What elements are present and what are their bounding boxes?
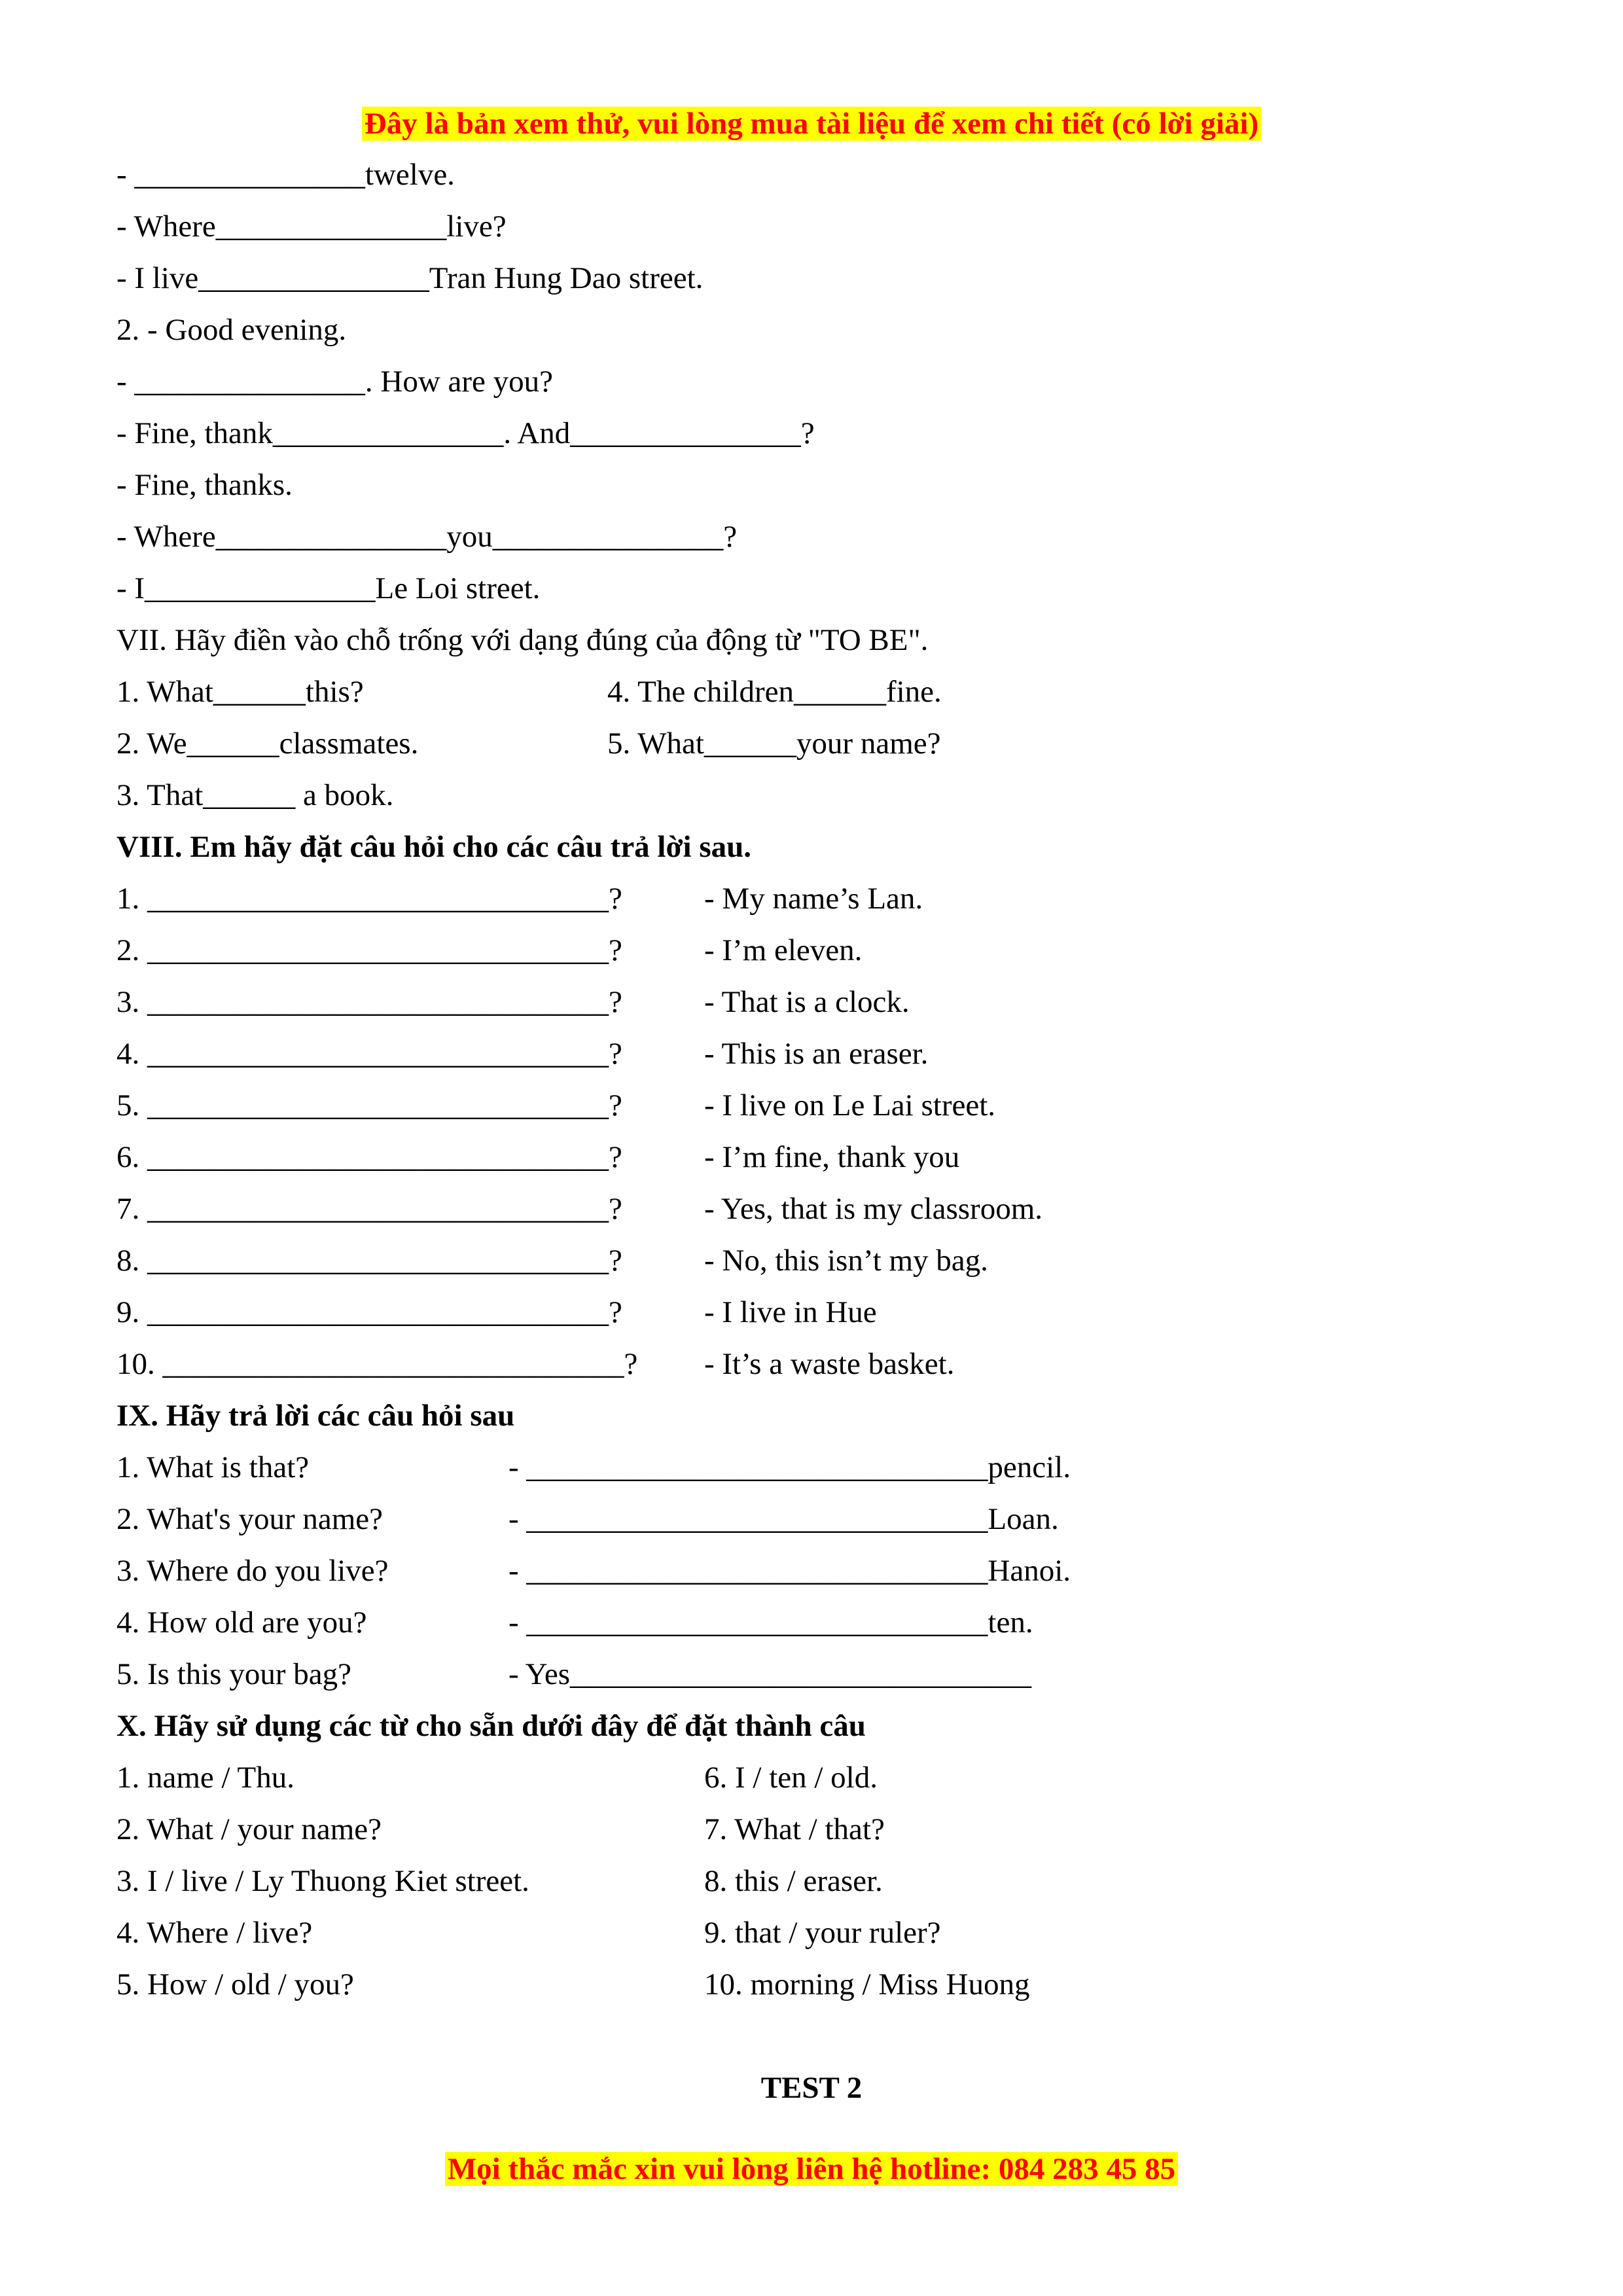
exercise-item: 1. What______this? — [116, 675, 364, 709]
dialogue-line: - I live_______________Tran Hung Dao street. — [116, 261, 704, 295]
exercise-item: 6. I / ten / old. — [704, 1761, 878, 1795]
test-heading: TEST 2 — [760, 2071, 863, 2105]
answer-text: - My name’s Lan. — [704, 882, 923, 916]
question-blank: 5. ______________________________? — [116, 1088, 622, 1122]
answer-text: - No, this isn’t my bag. — [704, 1244, 988, 1278]
preview-notice-text: Đây là bản xem thử, vui lòng mua tài liệu để xem chi tiết (có lời giải) — [362, 107, 1261, 141]
exercise-item: 2. What / your name? — [116, 1812, 382, 1846]
question-blank: 7. ______________________________? — [116, 1192, 622, 1226]
hotline-banner — [0, 2150, 1623, 2188]
exercise-item: 7. What / that? — [704, 1812, 885, 1846]
dialogue-line: - Fine, thanks. — [116, 468, 293, 502]
exercise-item: 3. I / live / Ly Thuong Kiet street. — [116, 1864, 529, 1898]
section-9-title: IX. Hãy trả lời các câu hỏi sau — [116, 1399, 515, 1433]
question-blank: 10. ______________________________? — [116, 1347, 638, 1381]
question-blank: 4. ______________________________? — [116, 1037, 622, 1071]
answer-blank: - ______________________________Loan. — [508, 1502, 1059, 1536]
exercise-item: 9. that / your ruler? — [704, 1916, 941, 1950]
answer-text: - I live on Le Lai street. — [704, 1088, 996, 1122]
question-text: 1. What is that? — [116, 1450, 310, 1484]
exercise-item: 5. How / old / you? — [116, 1967, 354, 2001]
dialogue-line: - Where_______________you_______________? — [116, 520, 738, 554]
answer-blank: - ______________________________ten. — [508, 1605, 1033, 1640]
exercise-item: 4. The children______fine. — [607, 675, 942, 709]
question-blank: 2. ______________________________? — [116, 933, 622, 967]
dialogue-line: 2. - Good evening. — [116, 313, 347, 347]
dialogue-line: - _______________. How are you? — [116, 365, 554, 399]
answer-text: - This is an eraser. — [704, 1037, 929, 1071]
dialogue-line: - I_______________Le Loi street. — [116, 571, 541, 605]
hotline-text: Mọi thắc mắc xin vui lòng liên hệ hotline: 084 283 45 85 — [445, 2152, 1178, 2186]
answer-blank: - ______________________________Hanoi. — [508, 1554, 1071, 1588]
question-blank: 3. ______________________________? — [116, 985, 622, 1019]
answer-text: - It’s a waste basket. — [704, 1347, 955, 1381]
question-text: 3. Where do you live? — [116, 1554, 389, 1588]
exercise-item: 2. We______classmates. — [116, 726, 419, 761]
answer-blank: - ______________________________pencil. — [508, 1450, 1071, 1484]
section-10-title: X. Hãy sử dụng các từ cho sẵn dưới đây để đặt thành câu — [116, 1709, 866, 1743]
preview-notice-banner — [0, 105, 1623, 143]
answer-text: - I’m eleven. — [704, 933, 863, 967]
answer-text: - I live in Hue — [704, 1295, 877, 1329]
question-blank: 1. ______________________________? — [116, 882, 622, 916]
section-8-title: VIII. Em hãy đặt câu hỏi cho các câu trả lời sau. — [116, 830, 751, 864]
section-7-title: VII. Hãy điền vào chỗ trống với dạng đúng của động từ "TO BE". — [116, 623, 929, 657]
answer-blank: - Yes______________________________ — [508, 1657, 1032, 1691]
question-blank: 8. ______________________________? — [116, 1244, 622, 1278]
answer-text: - I’m fine, thank you — [704, 1140, 960, 1174]
exercise-item: 8. this / eraser. — [704, 1864, 883, 1898]
question-text: 4. How old are you? — [116, 1605, 367, 1640]
question-blank: 6. ______________________________? — [116, 1140, 622, 1174]
answer-text: - That is a clock. — [704, 985, 910, 1019]
question-text: 2. What's your name? — [116, 1502, 383, 1536]
question-blank: 9. ______________________________? — [116, 1295, 622, 1329]
exercise-item: 1. name / Thu. — [116, 1761, 294, 1795]
exercise-item: 10. morning / Miss Huong — [704, 1967, 1030, 2001]
exercise-item: 3. That______ a book. — [116, 778, 394, 812]
exercise-item: 5. What______your name? — [607, 726, 941, 761]
question-text: 5. Is this your bag? — [116, 1657, 351, 1691]
dialogue-line: - Fine, thank_______________. And_______________? — [116, 416, 815, 450]
dialogue-line: - Where_______________live? — [116, 209, 507, 243]
answer-text: - Yes, that is my classroom. — [704, 1192, 1043, 1226]
exercise-item: 4. Where / live? — [116, 1916, 313, 1950]
dialogue-line: - _______________twelve. — [116, 158, 455, 192]
